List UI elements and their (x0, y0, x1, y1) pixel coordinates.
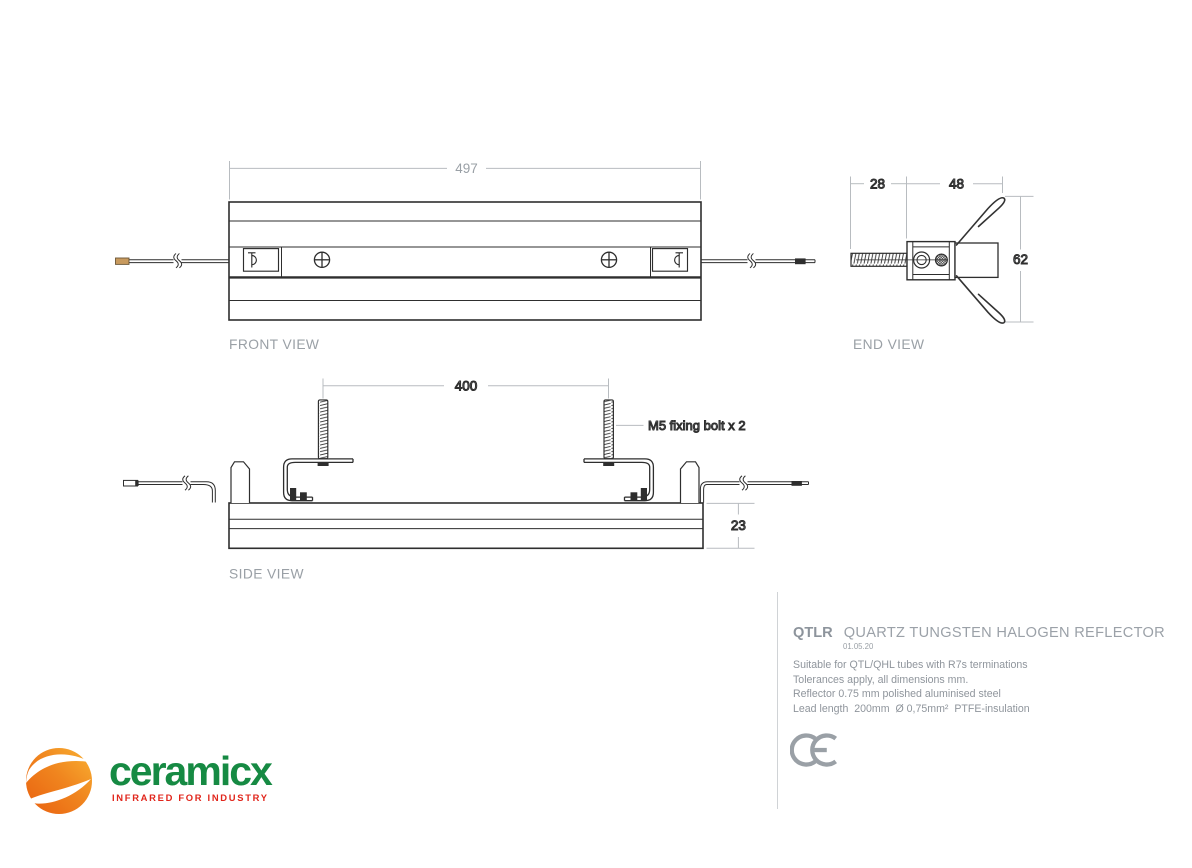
front-reflector-body (229, 202, 701, 320)
dim-48-label: 48 (948, 176, 965, 192)
end-view-label: END VIEW (853, 337, 925, 352)
mounting-bracket-right (584, 459, 653, 501)
dim-23-label: 23 (730, 518, 746, 534)
dim-400-label: 400 (454, 378, 478, 394)
side-reflector-body (229, 503, 703, 548)
product-name: QUARTZ TUNGSTEN HALOGEN REFLECTOR (843, 625, 1166, 641)
lamp-holder-left (244, 249, 279, 272)
dim-28-label: 28 (869, 176, 886, 192)
side-view-label: SIDE VIEW (229, 566, 304, 582)
product-title (793, 624, 1165, 642)
dim-497-label: 497 (455, 161, 478, 177)
spec-line: Reflector 0.75 mm polished aluminised steel (793, 688, 1001, 701)
side-end-cap-left (231, 462, 250, 503)
front-view-label: FRONT VIEW (229, 337, 320, 352)
side-lead-right (700, 476, 808, 503)
lamp-holder-right (653, 249, 688, 272)
side-end-cap-right (681, 462, 700, 503)
product-code: QTLR (793, 625, 833, 641)
front-view (116, 161, 816, 352)
spec-line: Lead length 200mm Ø 0,75mm² PTFE-insulation (793, 702, 1030, 715)
fixing-bolt-right (604, 400, 613, 459)
ce-mark-icon (790, 731, 844, 770)
dim-62-label: 62 (1012, 252, 1029, 268)
screw-right-icon (601, 252, 616, 267)
end-screw-icon (936, 254, 948, 266)
brand-tagline: INFRARED FOR INDUSTRY (112, 792, 269, 803)
spec-line: Suitable for QTL/QHL tubes with R7s terminations (793, 659, 1028, 671)
bolt-annotation: M5 fixing bolt x 2 (648, 417, 746, 433)
side-lead-left (124, 476, 216, 503)
spec-list (793, 658, 1030, 716)
end-housing (955, 243, 998, 277)
ceramicx-logo (24, 746, 271, 816)
spec-line: Tolerances apply, all dimensions mm. (793, 673, 969, 686)
mounting-bracket-left (284, 459, 353, 501)
side-view (124, 379, 809, 582)
front-lead-left (116, 254, 230, 268)
logo-text (109, 746, 271, 816)
fixing-bolt-left (318, 400, 327, 459)
ceramicx-flame-icon (24, 746, 94, 816)
front-lead-right (701, 254, 815, 268)
end-view (851, 176, 1034, 352)
revision-date: 01.05.20 (843, 642, 874, 651)
screw-left-icon (314, 252, 329, 267)
brand-name: ceramicx (109, 748, 271, 794)
title-block-divider (777, 592, 778, 809)
